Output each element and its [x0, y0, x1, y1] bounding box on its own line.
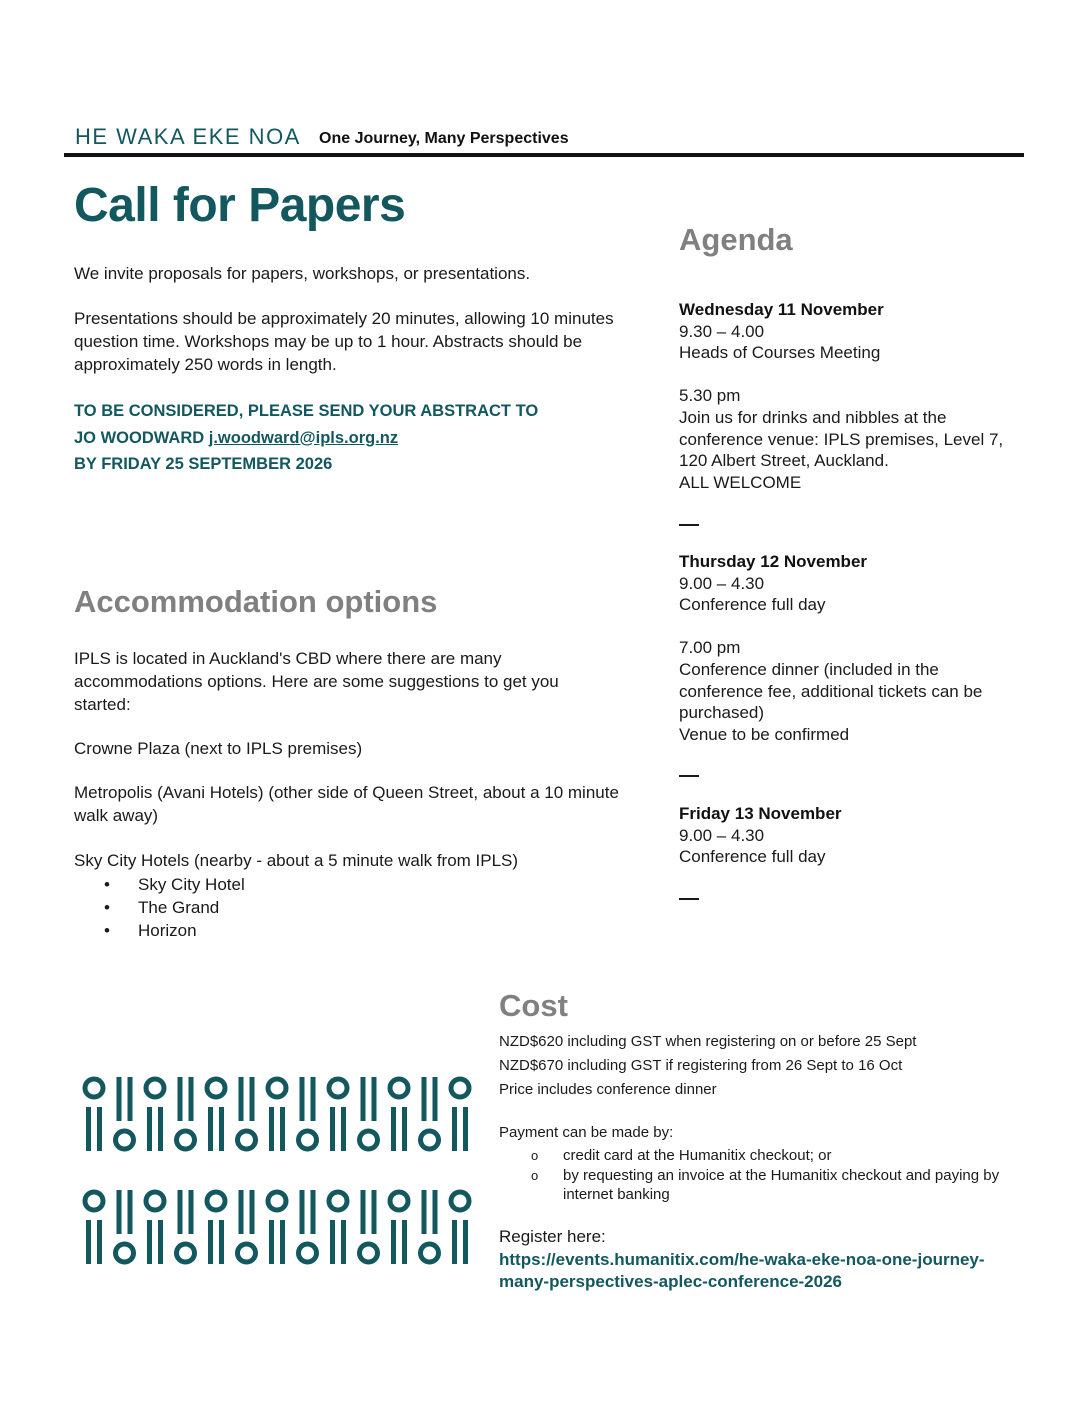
pattern-circle: [299, 1244, 317, 1262]
pattern-bar: [269, 1107, 274, 1151]
pattern-bar: [372, 1190, 377, 1234]
list-item: • Sky City Hotel: [74, 873, 619, 896]
agenda-time: 9.00 – 4.30: [679, 573, 765, 593]
pattern-bar: [208, 1107, 213, 1151]
pattern-bar: [219, 1107, 224, 1151]
sky-city-hotel-list: [74, 873, 619, 942]
agenda-separator: [679, 898, 699, 900]
pattern-bar: [178, 1077, 183, 1121]
pattern-circle: [421, 1244, 439, 1262]
pattern-bar: [311, 1190, 316, 1234]
pattern-circle: [329, 1079, 347, 1097]
pattern-bar: [128, 1077, 133, 1121]
pattern-circle: [360, 1244, 378, 1262]
pattern-bar: [239, 1190, 244, 1234]
payment-label: Payment can be made by:: [499, 1124, 674, 1141]
pattern-bar: [330, 1220, 335, 1264]
pattern-bar: [219, 1220, 224, 1264]
pattern-bar: [372, 1077, 377, 1121]
cfp-intro: We invite proposals for papers, workshops, or presentations.: [74, 264, 531, 283]
pattern-bar: [452, 1220, 457, 1264]
pattern-bar: [178, 1190, 183, 1234]
cfp-details: Presentations should be approximately 20 minutes, allowing 10 minutes question time. Workshops may be up to 1 hour. Abstracts should be approximately 250 words in length.: [74, 309, 614, 374]
tagline: One Journey, Many Perspectives: [319, 130, 569, 147]
hotel-option: Metropolis (Avani Hotels) (other side of Queen Street, about a 10 minute walk away): [74, 783, 619, 825]
agenda-note: Venue to be confirmed: [679, 724, 850, 744]
pattern-bar: [189, 1077, 194, 1121]
agenda-desc: Heads of Courses Meeting: [679, 343, 881, 363]
pattern-circle: [238, 1131, 256, 1149]
pattern-circle: [390, 1192, 408, 1210]
pattern-bar: [189, 1190, 194, 1234]
pattern-circle: [116, 1131, 134, 1149]
brand-title: HE WAKA EKE NOA: [75, 124, 301, 149]
list-item: o credit card at the Humanitix checkout; or: [499, 1146, 1019, 1166]
pattern-bar: [330, 1107, 335, 1151]
pattern-bar: [402, 1220, 407, 1264]
agenda-note: ALL WELCOME: [679, 472, 802, 492]
accommodation-heading: Accommodation options: [74, 584, 438, 619]
payment-options-list: [499, 1146, 1019, 1205]
pattern-circle: [146, 1192, 164, 1210]
pattern-bar: [117, 1190, 122, 1234]
pattern-bar: [463, 1107, 468, 1151]
agenda-separator: [679, 524, 699, 526]
pattern-bar: [97, 1220, 102, 1264]
pattern-bar: [433, 1077, 438, 1121]
pattern-circle: [421, 1131, 439, 1149]
pattern-bar: [128, 1190, 133, 1234]
list-item: • The Grand: [74, 896, 619, 919]
cost-heading: Cost: [499, 988, 568, 1023]
agenda-time: 7.00 pm: [679, 638, 741, 658]
pattern-circle: [360, 1131, 378, 1149]
agenda-time: 9.30 – 4.00: [679, 321, 765, 341]
hotel-option: Sky City Hotels (nearby - about a 5 minute walk from IPLS): [74, 851, 519, 870]
accommodation-intro: IPLS is located in Auckland's CBD where there are many accommodations options. Here are some suggestions to get you started:: [74, 649, 559, 714]
circle-and-bar-pattern-icon: [70, 1062, 480, 1297]
pattern-bar: [239, 1077, 244, 1121]
pattern-bar: [452, 1107, 457, 1151]
hotel-option: Crowne Plaza (next to IPLS premises): [74, 739, 363, 758]
agenda-desc: Conference full day: [679, 847, 826, 867]
list-item: • Horizon: [74, 919, 619, 942]
pattern-bar: [391, 1220, 396, 1264]
pattern-bar: [280, 1220, 285, 1264]
agenda-heading: Agenda: [679, 222, 793, 257]
price-line: Price includes conference dinner: [499, 1081, 717, 1098]
pattern-bar: [158, 1107, 163, 1151]
contact-email-link[interactable]: j.woodward@ipls.org.nz: [208, 428, 399, 447]
pattern-circle: [116, 1244, 134, 1262]
pattern-circle: [177, 1244, 195, 1262]
pattern-circle: [177, 1131, 195, 1149]
pattern-circle: [146, 1079, 164, 1097]
pattern-bar: [341, 1220, 346, 1264]
pattern-bar: [341, 1107, 346, 1151]
pattern-bar: [147, 1220, 152, 1264]
pattern-circle: [451, 1079, 469, 1097]
header-divider: [64, 153, 1024, 157]
agenda-day-thursday: [679, 551, 1024, 745]
pattern-bar: [391, 1107, 396, 1151]
pattern-bar: [300, 1190, 305, 1234]
pattern-bar: [250, 1077, 255, 1121]
agenda-desc: Join us for drinks and nibbles at the conference venue: IPLS premises, Level 7, 120 Albert Street, Auckland.: [679, 407, 1004, 471]
submission-callout: [74, 398, 634, 478]
pattern-circle: [329, 1192, 347, 1210]
call-for-papers-heading: Call for Papers: [74, 179, 406, 232]
list-item: o by requesting an invoice at the Humanitix checkout and paying by internet banking: [499, 1166, 1019, 1205]
pattern-bar: [402, 1107, 407, 1151]
agenda-day-title: Friday 13 November: [679, 804, 842, 823]
register-link[interactable]: https://events.humanitix.com/he-waka-eke-noa-one-journey-many-perspectives-aplec-conference-2026: [499, 1250, 985, 1291]
pattern-bar: [433, 1190, 438, 1234]
price-line: NZD$670 including GST if registering from 26 Sept to 16 Oct: [499, 1057, 903, 1074]
pattern-circle: [390, 1079, 408, 1097]
pattern-bar: [97, 1107, 102, 1151]
pattern-circle: [299, 1131, 317, 1149]
pattern-bar: [250, 1190, 255, 1234]
price-line: NZD$620 including GST when registering on or before 25 Sept: [499, 1033, 917, 1050]
cta-line: TO BE CONSIDERED, PLEASE SEND YOUR ABSTRACT TO: [74, 402, 539, 420]
pattern-circle: [268, 1192, 286, 1210]
pattern-bar: [269, 1220, 274, 1264]
pattern-circle: [207, 1079, 225, 1097]
pattern-bar: [158, 1220, 163, 1264]
agenda-desc: Conference dinner (included in the conference fee, additional tickets can be purchased): [679, 659, 983, 723]
pattern-bar: [280, 1107, 285, 1151]
cta-contact: [74, 425, 634, 452]
pattern-circle: [268, 1079, 286, 1097]
agenda-time: 5.30 pm: [679, 386, 741, 406]
pattern-bar: [300, 1077, 305, 1121]
pattern-circle: [85, 1192, 103, 1210]
pattern-circle: [85, 1079, 103, 1097]
agenda-day-wednesday: [679, 299, 1024, 493]
pattern-circle: [238, 1244, 256, 1262]
agenda-day-title: Wednesday 11 November: [679, 300, 884, 319]
pattern-bar: [422, 1077, 427, 1121]
agenda-time: 9.00 – 4.30: [679, 825, 765, 845]
pattern-bar: [311, 1077, 316, 1121]
agenda-desc: Conference full day: [679, 595, 826, 615]
pattern-bar: [463, 1220, 468, 1264]
pattern-bar: [422, 1190, 427, 1234]
cta-deadline: BY FRIDAY 25 SEPTEMBER 2026: [74, 455, 333, 473]
pattern-bar: [147, 1107, 152, 1151]
pattern-bar: [361, 1190, 366, 1234]
agenda-day-friday: [679, 803, 1024, 868]
pattern-bar: [361, 1077, 366, 1121]
cta-name: JO WOODWARD: [74, 428, 205, 447]
pattern-circle: [207, 1192, 225, 1210]
pattern-bar: [117, 1077, 122, 1121]
pattern-bar: [86, 1107, 91, 1151]
register-label: Register here:: [499, 1227, 606, 1246]
pattern-circle: [451, 1192, 469, 1210]
pattern-bar: [208, 1220, 213, 1264]
agenda-day-title: Thursday 12 November: [679, 552, 868, 571]
pattern-bar: [86, 1220, 91, 1264]
agenda-separator: [679, 775, 699, 777]
